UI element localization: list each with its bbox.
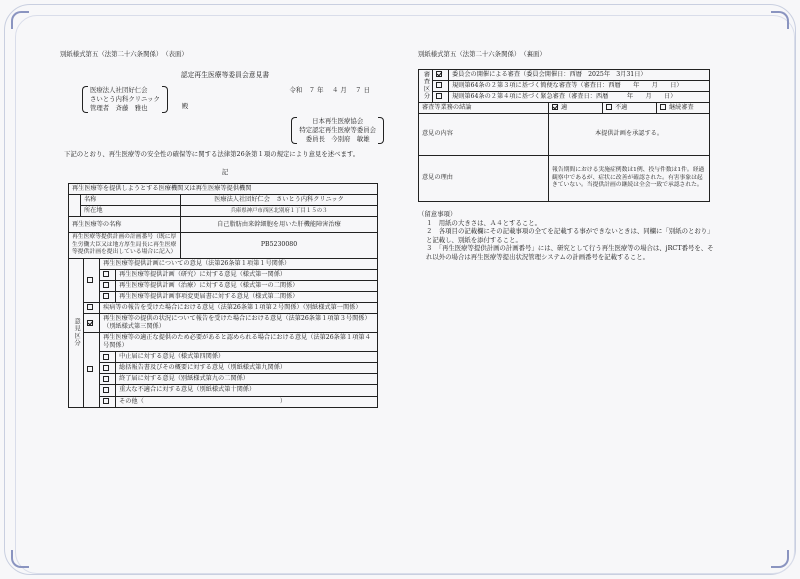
result-reject-label: 不適 — [615, 103, 628, 111]
result-approve-checkbox[interactable] — [552, 104, 558, 110]
opinion-category-table — [68, 258, 378, 408]
item4-sub5-checkbox[interactable] — [103, 398, 109, 404]
result-continue-checkbox[interactable] — [660, 104, 666, 110]
address-value: 兵庫県神戸市西区北別府１丁目１５の３ — [181, 206, 378, 217]
back-page — [418, 50, 718, 262]
form-header: 別紙様式第五（法第二十六条関係） （表面） — [60, 50, 188, 58]
item1-sub3-label: 再生医療等提供計画事項変更届書に対する意見（様式第二関係） — [116, 291, 378, 302]
result-label: 審査等業務の結論 — [419, 102, 549, 113]
address-label: 所在地 — [81, 206, 181, 217]
note-item: ２ 各項目の記載欄にその記載事項の全てを記載する事ができないときは、同欄に「別紙のとおり」と記載し、別紙を添付すること。 — [426, 227, 714, 244]
item4-sub3-label: 終了届に対する意見（別紙様式第九の二関係） — [116, 374, 378, 385]
frame-corner-ornament — [11, 11, 29, 29]
opinion-category-label: 意見区分 — [69, 258, 84, 407]
frame-corner-ornament — [771, 11, 789, 29]
item3-label: 再生医療等の提供の状況について報告を受けた場合における意見（法第26条第１項第３号関係）（別紙様式第三関係） — [100, 314, 378, 333]
frame-corner-ornament — [11, 550, 29, 568]
review-committee-checkbox[interactable] — [436, 71, 442, 77]
item4-label: 再生医療等の適正な提供のため必要があると認められる場合における意見（法第26条第１項第４号関係） — [100, 333, 378, 352]
name-value: 医療法人社団好仁会 さいとう内科クリニック — [181, 194, 378, 205]
ki-marker: 記 — [221, 168, 229, 177]
association-name: 日本再生医療協会 — [312, 116, 364, 125]
therapy-value: 自己脂肪由来幹細胞を用いた肝機能障害治療 — [181, 217, 378, 233]
item2-checkbox[interactable] — [87, 304, 93, 310]
item4-sub2-label: 総括報告書及びその概要に対する意見（別紙様式第九関係） — [116, 363, 378, 374]
item1-label: 再生医療等提供計画についての意見（法第26条第１項第１号関係） — [100, 258, 378, 269]
note-item: １ 用紙の大きさは、Ａ４とすること。 — [426, 218, 542, 227]
item1-sub2-checkbox[interactable] — [103, 282, 109, 288]
notes-section — [418, 210, 718, 262]
committee-name: 特定認定再生医療等委員会 — [299, 125, 376, 134]
result-reject-checkbox[interactable] — [606, 104, 612, 110]
item4-sub2-checkbox[interactable] — [103, 365, 109, 371]
note-item: ３ 「再生医療等提供計画の計画番号」には、研究として行う再生医療等の場合は、jRCT番号を、それ以外の場合は再生医療等提出状況管理システムの計画番号を記載すること。 — [426, 244, 714, 262]
intro-text: 下記のとおり、再生医療等の安全性の確保等に関する法律第26条第１項の規定により意見を述べます。 — [64, 149, 360, 158]
result-approve-label: 適 — [561, 103, 568, 111]
review-table — [418, 69, 710, 103]
plan-number-label: 再生医療等提供計画の計画番号（既に厚生労働大臣又は地方厚生局長に再生医療等提供計画を提出している場合に記入） — [69, 233, 181, 259]
result-continue-label: 継続審査 — [669, 103, 694, 111]
item1-sub1-label: 再生医療等提供計画（研究）に対する意見（様式第一関係） — [116, 269, 378, 280]
association-signature — [291, 117, 384, 144]
therapy-label: 再生医療等の名称 — [69, 217, 181, 233]
opinion-table — [68, 183, 378, 259]
review-simple-label: 規則第64条の２第３項に基づく簡便な審査等（審査日：西暦 年 月 日） — [449, 80, 710, 91]
reason-value: 報告期間における実施症例数は1例、投与件数は1件。経過観察中であるが、症状に改善が確認された。有害事象は起きていない。当提供計画の継続は全会一致で承認された。 — [549, 155, 710, 201]
provider-header: 再生医療等を提供しようとする医療機関又は再生医療等提供機関 — [69, 183, 378, 194]
reason-label: 意見の理由 — [419, 155, 549, 201]
opinion-value: 本提供計画を承認する。 — [549, 113, 710, 155]
opinion-label: 意見の内容 — [419, 113, 549, 155]
committee-chair: 委員長 今別府 敏雄 — [305, 134, 370, 143]
front-page — [60, 50, 390, 408]
clinic-manager: 管理者 斉藤 雅也 — [90, 103, 148, 112]
clinic-addressee — [82, 86, 168, 113]
clinic-name-line1: 医療法人社団好仁会 — [90, 85, 148, 94]
item4-sub3-checkbox[interactable] — [103, 376, 109, 382]
result-table — [418, 102, 710, 202]
review-committee-label: 委員会の開催による審査（委員会開催日：西暦 2025年 3月31日） — [449, 69, 710, 80]
issue-date: 令和 ７ 年 ４ 月 ７ 日 — [289, 85, 370, 94]
plan-number-value: PB5230080 — [181, 233, 378, 259]
item3-checkbox[interactable] — [87, 320, 93, 326]
item2-label: 疾病等の報告を受けた場合における意見（法第26条第１項第２号関係）（別紙様式第一関係） — [100, 302, 378, 313]
form-header: 別紙様式第五（法第二十六条関係） （裏面） — [418, 50, 546, 58]
item1-sub1-checkbox[interactable] — [103, 271, 109, 277]
item4-checkbox[interactable] — [87, 366, 93, 372]
item1-checkbox[interactable] — [87, 277, 93, 283]
notes-title: （留意事項） — [418, 209, 457, 218]
item4-sub5-label: その他（ ） — [116, 396, 378, 407]
item1-sub3-checkbox[interactable] — [103, 293, 109, 299]
item4-sub4-checkbox[interactable] — [103, 387, 109, 393]
item4-sub1-checkbox[interactable] — [103, 354, 109, 360]
review-urgent-checkbox[interactable] — [436, 93, 442, 99]
name-label: 名称 — [81, 194, 181, 205]
honorific: 殿 — [181, 101, 189, 110]
clinic-name-line2: さいとう内科クリニック — [90, 94, 160, 103]
item1-sub2-label: 再生医療等提供計画（治療）に対する意見（様式第一の二関係） — [116, 280, 378, 291]
item4-sub4-label: 重大な不適合に対する意見（別紙様式第十関係） — [116, 385, 378, 396]
review-simple-checkbox[interactable] — [436, 82, 442, 88]
item4-sub1-label: 中止届に対する意見（様式第四関係） — [116, 352, 378, 363]
review-urgent-label: 規則第64条の２第４項に基づく緊急審査（審査日：西暦 年 月 日） — [449, 91, 710, 102]
page-title: 認定再生医療等委員会意見書 — [180, 70, 270, 79]
review-category-label: 審査区分 — [419, 69, 433, 102]
